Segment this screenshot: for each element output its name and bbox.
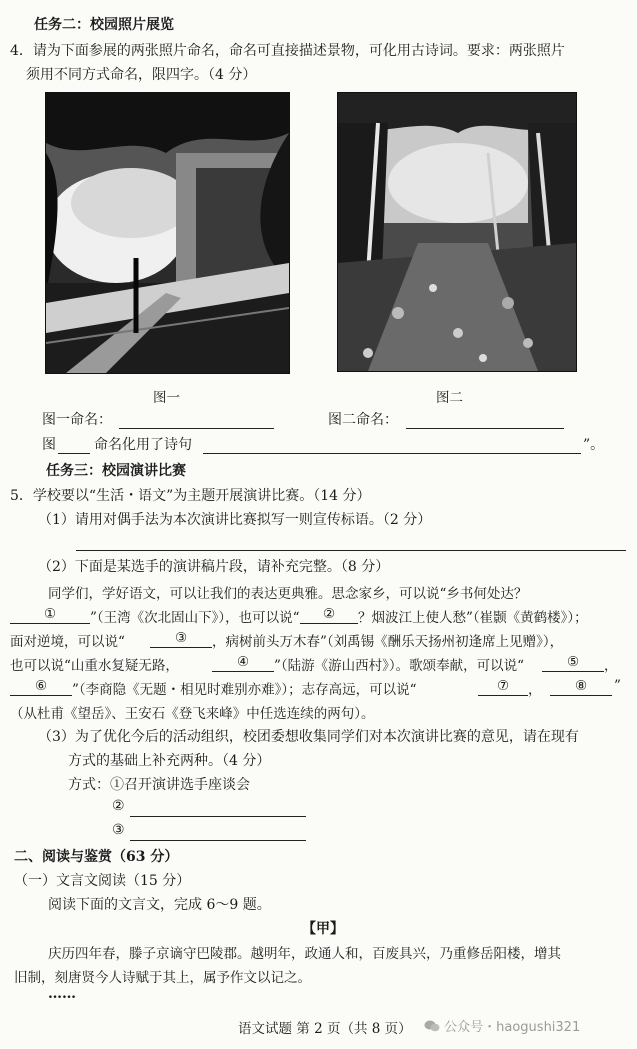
question-5-2: （2）下面是某选手的演讲稿片段，请补充完整。（8 分） [38, 559, 390, 575]
blank-2[interactable]: ② [300, 606, 358, 624]
speech-line-2a: ”（王湾《次北固山下》），也可以说“ [90, 610, 300, 626]
question-5-1: （1）请用对偶手法为本次演讲比赛拟写一则宣传标语。（2 分） [38, 512, 432, 528]
method-3-blank[interactable] [130, 840, 306, 841]
poem-end-quote: ”。 [583, 437, 605, 453]
blank-6[interactable]: ⑥ [10, 678, 72, 696]
text-jia-heading: 【甲】 [302, 921, 344, 937]
question-5-3-line1: （3）为了优化今后的活动组织，校团委想收集同学们对本次演讲比赛的意见，请在现有 [38, 729, 579, 745]
question-4-line2: 须用不同方式命名，限四字。（4 分） [26, 67, 257, 83]
reading-instruction: 阅读下面的文言文，完成 6～9 题。 [48, 897, 271, 913]
blank-7[interactable]: ⑦ [478, 678, 528, 696]
speech-line-1: 同学们，学好语文，可以让我们的表达更典雅。思念家乡，可以说“乡书何处达？ [48, 586, 528, 602]
question-5-3-line2: 方式的基础上补充两种。（4 分） [68, 753, 271, 769]
blank-8[interactable]: ⑧ [550, 678, 612, 696]
speech-line-5a: ”（李商隐《无题・相见时难别亦难》）；志存高远，可以说“ [72, 682, 417, 698]
fig2-name-blank[interactable] [406, 428, 564, 429]
watermark-text: 公众号・haogushi321 [444, 1020, 581, 1035]
poem-fig-blank[interactable] [58, 453, 90, 454]
question-4-line1: 4．请为下面参展的两张照片命名，命名可直接描述景物，可化用古诗词。要求：两张照片 [10, 43, 565, 59]
photo-2 [337, 92, 577, 372]
blank-3[interactable]: ③ [150, 630, 212, 648]
method-3-label: ③ [112, 822, 125, 838]
classical-text-line1: 庆历四年春，滕子京谪守巴陵郡。越明年，政通人和，百废具兴，乃重修岳阳楼，增其 [48, 946, 561, 962]
photo-1-caption: 图一 [153, 390, 180, 406]
speech-comma-1: ， [604, 658, 618, 674]
watermark [424, 1016, 580, 1035]
wechat-icon [424, 1020, 440, 1032]
section2-heading: 二、阅读与鉴赏（63 分） [14, 849, 179, 865]
question-5: 5．学校要以“生活・语文”为主题开展演讲比赛。（14 分） [10, 488, 371, 504]
method-2-blank[interactable] [130, 816, 306, 817]
page-footer: 语文试题 第 2 页（共 8 页） [238, 1021, 412, 1037]
fig1-name-label: 图一命名： [42, 412, 112, 428]
blank-5[interactable]: ⑤ [542, 654, 604, 672]
poem-label-a: 图 [42, 437, 56, 453]
fig1-name-blank[interactable] [119, 428, 274, 429]
task2-heading: 任务二：校园照片展览 [34, 17, 174, 33]
speech-line-3a: 面对逆境，可以说“ [10, 634, 125, 650]
speech-comma-2: ， [528, 682, 542, 698]
speech-line-3b: ，病树前头万木春”（刘禹锡《酬乐天扬州初逢席上见赠》）， [212, 634, 564, 650]
classical-text-line2: 旧制，刻唐贤今人诗赋于其上，属予作文以记之。 [14, 970, 311, 986]
task3-heading: 任务三：校园演讲比赛 [46, 463, 186, 479]
photo-2-caption: 图二 [436, 390, 463, 406]
speech-line-4b: ”（陆游《游山西村》）。歌颂奉献，可以说“ [274, 658, 525, 674]
speech-line-4a: 也可以说“山重水复疑无路， [10, 658, 179, 674]
blank-1[interactable]: ① [10, 606, 90, 624]
speech-line-2b: ？烟波江上使人愁”（崔颢《黄鹤楼》）； [358, 610, 588, 626]
section2-sub1: （一）文言文阅读（15 分） [14, 873, 191, 889]
fig2-name-label: 图二命名： [328, 412, 398, 428]
blank-4[interactable]: ④ [212, 654, 274, 672]
poem-label-b: 命名化用了诗句 [94, 437, 192, 453]
speech-close-quote: ” [614, 678, 621, 694]
method-2-label: ② [112, 798, 125, 814]
poem-line-blank[interactable] [203, 453, 581, 454]
method-1: 方式：①召开演讲选手座谈会 [68, 777, 250, 793]
slogan-blank[interactable] [76, 550, 626, 551]
speech-line-6: （从杜甫《望岳》、王安石《登飞来峰》中任选连续的两句）。 [10, 706, 375, 722]
text-ellipsis: …… [48, 986, 76, 1002]
photo-1 [45, 92, 290, 374]
